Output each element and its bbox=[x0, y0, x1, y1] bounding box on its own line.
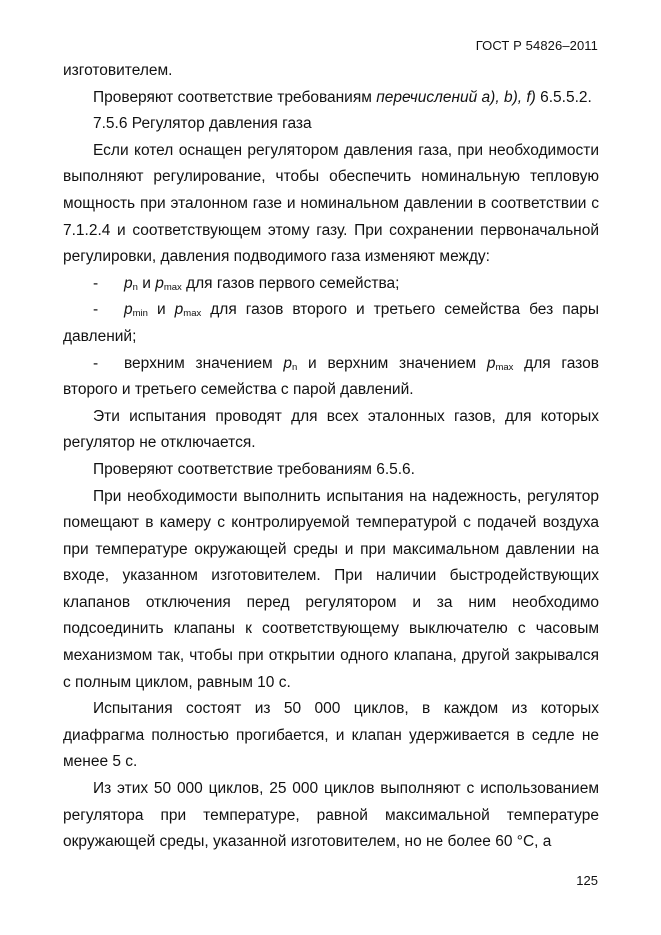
pressure-symbol: p bbox=[124, 274, 133, 292]
list-item-second-third-family bbox=[63, 297, 599, 350]
italic-reference: перечислений a), b), f) bbox=[376, 88, 536, 106]
list-dash: - bbox=[93, 354, 99, 372]
list-dash: - bbox=[93, 274, 99, 292]
paragraph-check-requirements-1 bbox=[63, 85, 599, 112]
text-segment: и bbox=[147, 301, 175, 319]
page-number: 125 bbox=[576, 873, 598, 888]
text-segment: Проверяют соответствие требованиям bbox=[93, 88, 377, 106]
text-segment: для газов первого семейства; bbox=[181, 274, 400, 292]
pressure-subscript: min bbox=[132, 308, 148, 320]
pressure-subscript: max bbox=[163, 281, 182, 293]
section-heading: 7.5.6 Регулятор давления газа bbox=[93, 115, 312, 133]
pressure-symbol: p bbox=[486, 354, 496, 372]
paragraph-check-requirements-2: Проверяют соответствие требованиям 6.5.6. bbox=[93, 460, 415, 478]
pressure-subscript: n bbox=[132, 281, 138, 293]
text-segment: для газов второго и третьего семейства с парой давлений. bbox=[63, 354, 599, 399]
pressure-symbol: p bbox=[155, 274, 164, 292]
list-dash: - bbox=[93, 301, 99, 319]
pressure-subscript: max bbox=[495, 361, 514, 373]
pressure-symbol: p bbox=[174, 301, 184, 319]
paragraph-cycles: Испытания состоят из 50 000 циклов, в каждом из которых диафрагма полностью прогибается, и клапан удерживается в седле не менее 5 с. bbox=[63, 700, 599, 771]
pressure-subscript: n bbox=[292, 361, 298, 373]
list-item-first-family bbox=[63, 271, 599, 298]
text-segment: и верхним значением bbox=[297, 354, 487, 372]
pressure-symbol: p bbox=[283, 354, 293, 372]
standard-id: ГОСТ Р 54826–2011 bbox=[475, 38, 598, 53]
paragraph-cycles-temperature: Из этих 50 000 циклов, 25 000 циклов выполняют с использованием регулятора при температуре, равной максимальной температуре окружающей среды, указанной изготовителем, но не более 60 °С, а bbox=[63, 780, 599, 851]
paragraph-regulation: Если котел оснащен регулятором давления газа, при необходимости выполняют регулирование, чтобы обеспечить номинальную тепловую мощность при эталонном газе и номинальном давлении в соответствии с 7.1.2.4 и соответствующем этому газу. При сохранении первоначальной регулировки, давления подводимого газа изменяют между: bbox=[63, 141, 599, 266]
text-segment: 6.5.5.2. bbox=[535, 88, 592, 106]
list-item-pressure-pair bbox=[63, 351, 599, 404]
text-segment: верхним значением bbox=[124, 354, 284, 372]
paragraph-continuation: изготовителем. bbox=[63, 62, 173, 79]
text-segment: и bbox=[137, 274, 156, 292]
pressure-symbol: p bbox=[124, 301, 133, 319]
paragraph-reference-gases: Эти испытания проводят для всех эталонных газов, для которых регулятор не отключается. bbox=[63, 407, 599, 452]
paragraph-reliability-test: При необходимости выполнить испытания на надежность, регулятор помещают в камеру с контролируемой температурой с подачей воздуха при температуре окружающей среды и при максимальном давлении на входе, указанном изготовителем. При наличии быстродействующих клапанов отключения перед регулятором и за ним необходимо подсоединить клапаны к соответствующему выключателю с часовым механизмом так, чтобы при открытии одного клапана, другой закрывался с полным циклом, равным 10 с. bbox=[63, 487, 599, 691]
text-segment: для газов второго и третьего семейства без пары давлений; bbox=[63, 301, 599, 345]
document-body bbox=[63, 58, 599, 856]
pressure-subscript: max bbox=[183, 308, 202, 320]
